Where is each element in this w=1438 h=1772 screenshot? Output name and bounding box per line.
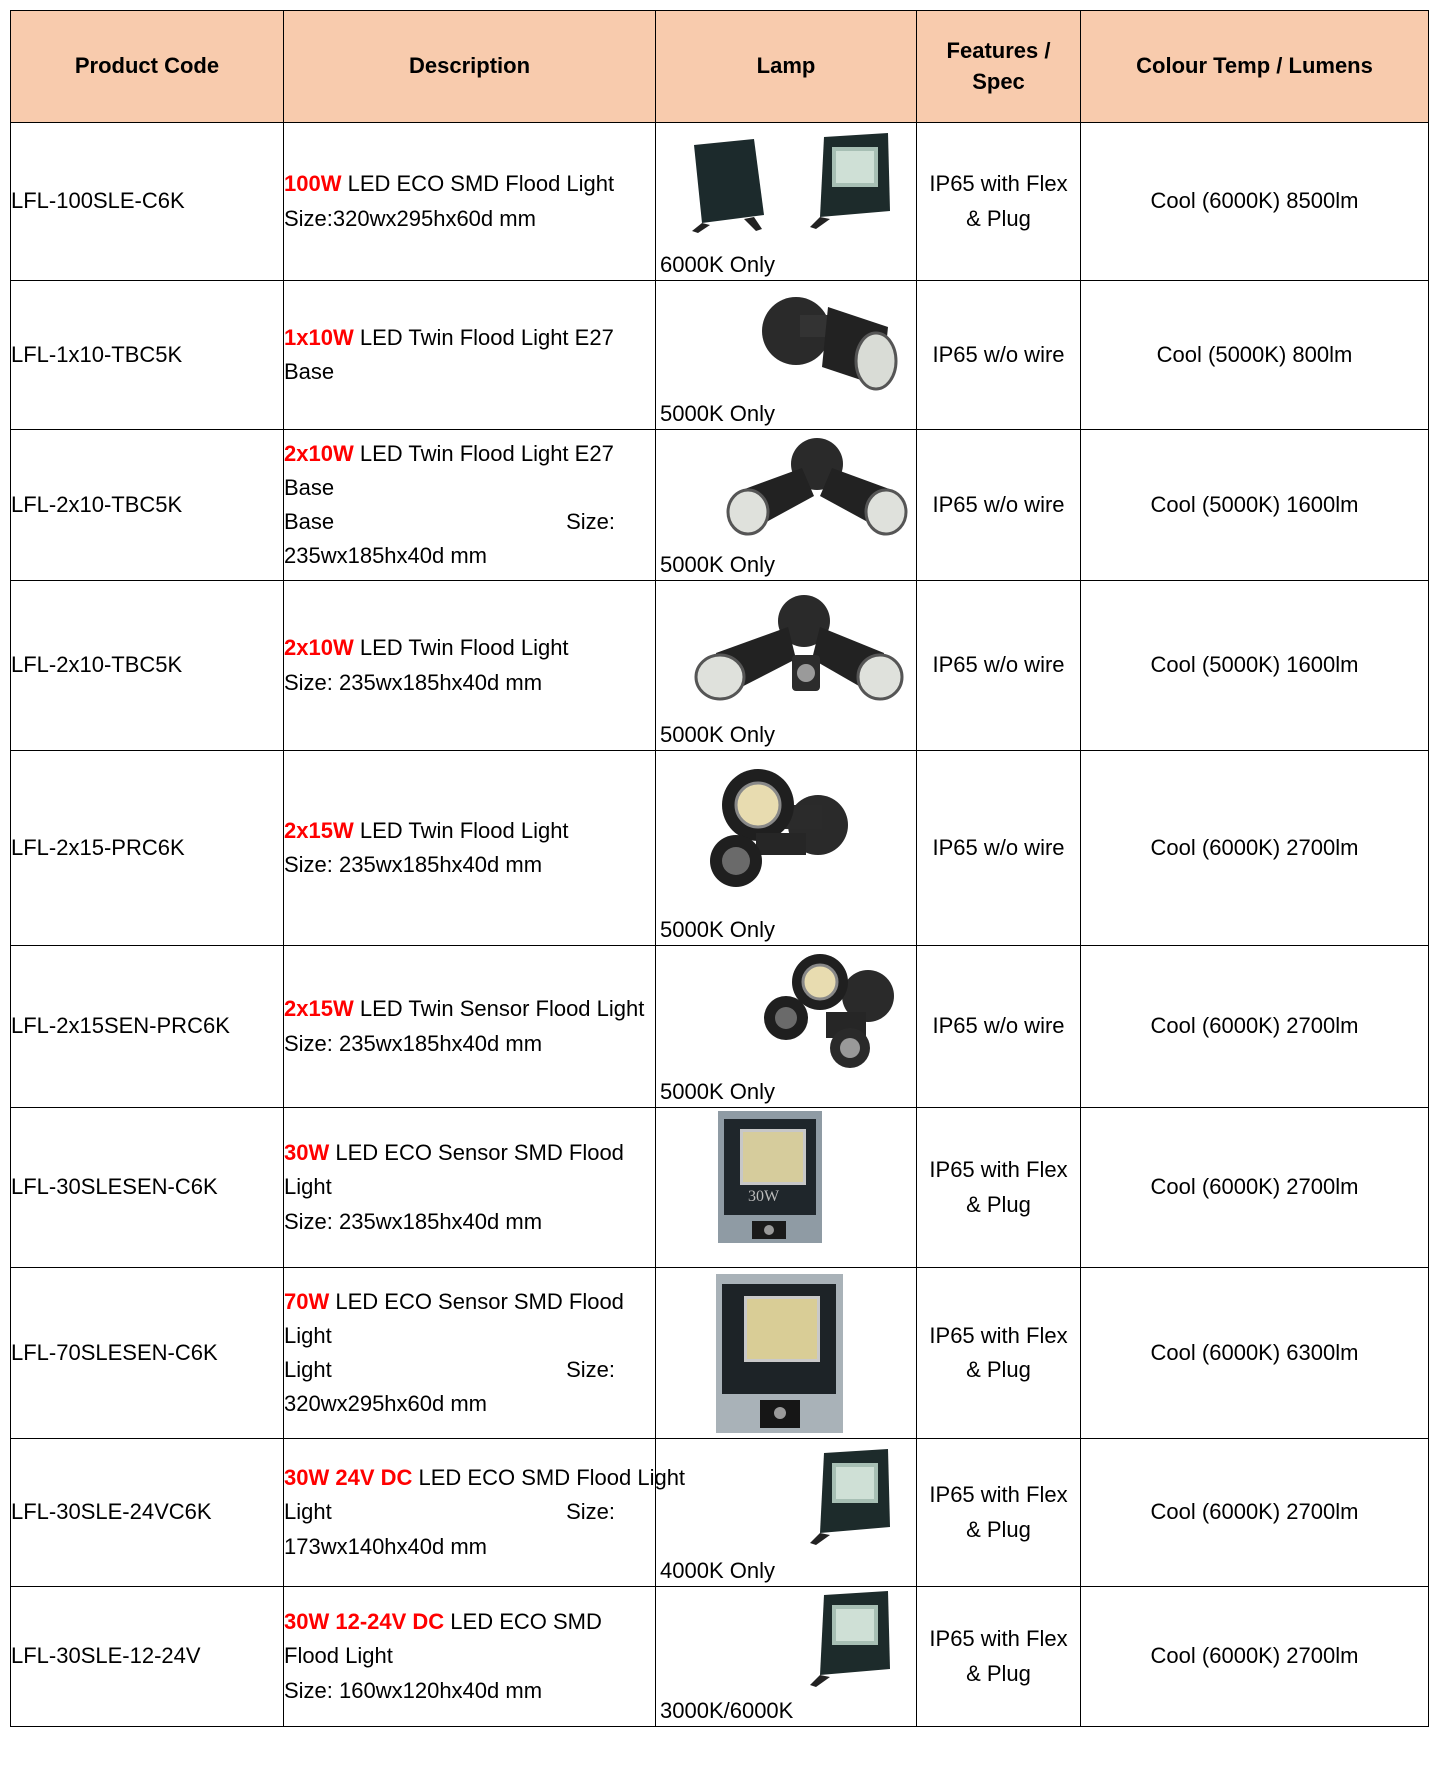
description-text: LED Twin Flood Light E27 Base — [284, 440, 614, 500]
colour-temp: Cool (6000K) 2700lm — [1081, 1439, 1429, 1587]
wattage-highlight: 100W — [284, 171, 342, 197]
description-text: LED Twin Flood Light — [353, 817, 569, 843]
lamp-cell — [656, 1268, 917, 1439]
size-text: Size:320wx295hx60d mm — [284, 205, 536, 231]
features-spec: IP65 with Flex & Plug — [917, 123, 1081, 281]
features-spec: IP65 with Flex & Plug — [917, 1587, 1081, 1727]
twin-spotlight-icon — [722, 436, 912, 546]
lamp-note: 5000K Only — [660, 400, 775, 426]
table-row — [11, 751, 1429, 946]
lamp-cell — [656, 581, 917, 751]
product-code: LFL-1x10-TBC5K — [11, 281, 284, 430]
lamp-note: 5000K Only — [660, 1078, 775, 1104]
product-code: LFL-2x15SEN-PRC6K — [11, 946, 284, 1108]
product-code: LFL-100SLE-C6K — [11, 123, 284, 281]
lamp-cell — [656, 751, 917, 946]
description — [284, 581, 656, 751]
description — [284, 946, 656, 1108]
description-text: LED ECO Sensor SMD Flood Light — [284, 1288, 624, 1348]
features-spec: IP65 w/o wire — [917, 430, 1081, 581]
size-text: Size: 235wx185hx40d mm — [284, 1208, 543, 1234]
table-row — [11, 123, 1429, 281]
product-code: LFL-2x15-PRC6K — [11, 751, 284, 946]
features-spec: IP65 with Flex & Plug — [917, 1108, 1081, 1268]
lamp-note: 6000K Only — [660, 251, 775, 277]
table-row — [11, 1268, 1429, 1439]
wattage-highlight: 1x10W — [284, 324, 354, 350]
twin-led-sensor-flood-icon — [756, 952, 906, 1072]
description-text: LED ECO SMD Flood Light — [284, 1609, 602, 1669]
lamp-cell — [656, 123, 917, 281]
colour-temp: Cool (6000K) 2700lm — [1081, 751, 1429, 946]
size-text: Size: 235wx185hx40d mm — [284, 1030, 543, 1056]
description-text: LED ECO SMD Flood Light — [341, 171, 615, 197]
header-features: Features / Spec — [917, 11, 1081, 123]
panel-wattage-label: 30W — [748, 1188, 780, 1205]
wattage-highlight: 30W 12-24V DC — [284, 1609, 445, 1635]
description — [284, 281, 656, 430]
description: 70W LED ECO Sensor SMD Flood Light Light Size: 320wx295hx60d mm — [284, 1268, 656, 1439]
lamp-note: 3000K/6000K — [660, 1697, 794, 1723]
lamp-cell — [656, 1587, 917, 1727]
sensor-flood-panel-icon — [716, 1274, 843, 1433]
wattage-highlight: 2x15W — [284, 817, 354, 843]
features-spec: IP65 w/o wire — [917, 751, 1081, 946]
size-text: 235wx185hx40d mm — [284, 543, 488, 569]
size-label: Size: — [566, 1357, 615, 1382]
twin-led-flood-icon — [696, 765, 856, 895]
header-description: Description — [284, 11, 656, 123]
colour-temp: Cool (6000K) 2700lm — [1081, 1108, 1429, 1268]
slim-flood-light-icon — [684, 135, 774, 235]
description — [284, 1587, 656, 1727]
lamp-cell — [656, 430, 917, 581]
product-code: LFL-70SLESEN-C6K — [11, 1268, 284, 1439]
size-text: Size: 160wx120hx40d mm — [284, 1677, 543, 1703]
description-text: LED Twin Sensor Flood Light — [353, 996, 645, 1022]
product-code: LFL-2x10-TBC5K — [11, 430, 284, 581]
lamp-note: 5000K Only — [660, 551, 775, 577]
wattage-highlight: 30W 24V DC — [284, 1465, 413, 1491]
description-text: LED ECO Sensor SMD Flood Light — [284, 1140, 624, 1200]
size-text: 320wx295hx60d mm — [284, 1391, 488, 1417]
description-text: LED Twin Flood Light E27 Base — [284, 324, 614, 384]
wattage-highlight: 2x10W — [284, 635, 354, 661]
table-row — [11, 581, 1429, 751]
header-lamp: Lamp — [656, 11, 917, 123]
features-spec: IP65 w/o wire — [917, 946, 1081, 1108]
table-row — [11, 1108, 1429, 1268]
size-label: Size: — [566, 1499, 615, 1525]
description: 2x10W LED Twin Flood Light E27 Base Base Size: 235wx185hx40d mm — [284, 430, 656, 581]
colour-temp: Cool (5000K) 1600lm — [1081, 581, 1429, 751]
lamp-note: 5000K Only — [660, 721, 775, 747]
header-row — [11, 11, 1429, 123]
product-code: LFL-30SLE-12-24V — [11, 1587, 284, 1727]
features-spec: IP65 w/o wire — [917, 581, 1081, 751]
description-text: LED ECO SMD Flood Light — [412, 1465, 686, 1491]
description — [284, 1108, 656, 1268]
header-product-code: Product Code — [11, 11, 284, 123]
table-row — [11, 1587, 1429, 1727]
table-row — [11, 946, 1429, 1108]
features-spec: IP65 with Flex & Plug — [917, 1439, 1081, 1587]
header-colour-temp: Colour Temp / Lumens — [1081, 11, 1429, 123]
lamp-cell — [656, 946, 917, 1108]
wattage-highlight: 2x10W — [284, 440, 354, 466]
features-spec: IP65 with Flex & Plug — [917, 1268, 1081, 1439]
colour-temp: Cool (5000K) 800lm — [1081, 281, 1429, 430]
lamp-cell — [656, 1108, 917, 1268]
table-row — [11, 1439, 1429, 1587]
colour-temp: Cool (6000K) 2700lm — [1081, 1587, 1429, 1727]
size-text: Size: 235wx185hx40d mm — [284, 852, 543, 877]
features-spec: IP65 w/o wire — [917, 281, 1081, 430]
size-text: Size: 235wx185hx40d mm — [284, 669, 543, 695]
size-label: Size: — [566, 509, 615, 534]
product-code: LFL-2x10-TBC5K — [11, 581, 284, 751]
sensor-flood-panel-icon — [718, 1111, 822, 1243]
colour-temp: Cool (6000K) 2700lm — [1081, 946, 1429, 1108]
description: 30W 24V DC LED ECO SMD Flood Light Light Size: 173wx140hx40d mm — [284, 1439, 656, 1587]
description — [284, 751, 656, 946]
lamp-note: 4000K Only — [660, 1557, 775, 1583]
slim-flood-light-icon — [806, 1589, 896, 1689]
single-spotlight-icon — [756, 287, 906, 397]
lamp-note: 5000K Only — [660, 916, 775, 942]
description-text: LED Twin Flood Light — [353, 635, 569, 661]
wattage-highlight: 2x15W — [284, 996, 354, 1022]
product-code: LFL-30SLE-24VC6K — [11, 1439, 284, 1587]
lamp-cell — [656, 281, 917, 430]
wattage-highlight: 70W — [284, 1288, 330, 1314]
slim-flood-light-icon — [806, 131, 896, 231]
description — [284, 123, 656, 281]
wattage-highlight: 30W — [284, 1140, 330, 1166]
colour-temp: Cool (6000K) 6300lm — [1081, 1268, 1429, 1439]
colour-temp: Cool (6000K) 8500lm — [1081, 123, 1429, 281]
size-text: 173wx140hx40d mm — [284, 1533, 488, 1559]
twin-sensor-spotlight-icon — [684, 593, 904, 708]
table-row — [11, 430, 1429, 581]
product-table — [10, 10, 1429, 1727]
colour-temp: Cool (5000K) 1600lm — [1081, 430, 1429, 581]
slim-flood-light-icon — [806, 1447, 896, 1547]
lamp-cell — [656, 1439, 917, 1587]
table-row — [11, 281, 1429, 430]
product-code: LFL-30SLESEN-C6K — [11, 1108, 284, 1268]
